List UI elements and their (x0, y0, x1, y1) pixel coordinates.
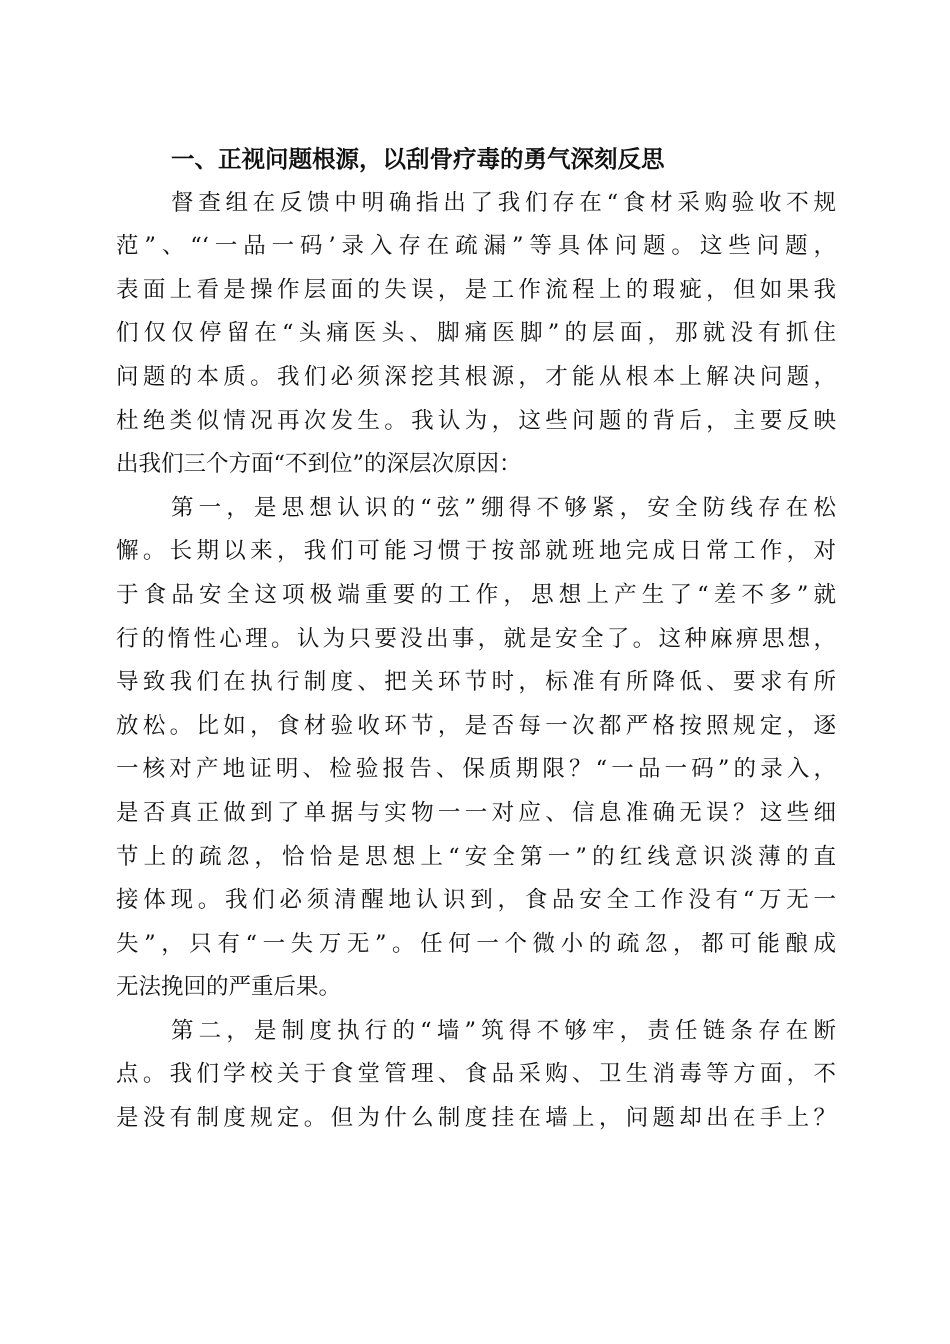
paragraph-line: 问题的本质。我们必须深挖其根源，才能从根本上解决问题， (116, 363, 836, 390)
paragraph-line: 是否真正做到了单据与实物一一对应、信息准确无误？这些细 (116, 799, 836, 826)
paragraph-line: 失”，只有“一失万无”。任何一个微小的疏忽，都可能酿成 (116, 930, 836, 957)
paragraph-2 (116, 487, 836, 1010)
paragraph-line: 于食品安全这项极端重要的工作，思想上产生了“差不多”就 (116, 581, 836, 608)
paragraph-line: 行的惰性心理。认为只要没出事，就是安全了。这种麻痹思想， (116, 625, 836, 652)
section-heading: 一、正视问题根源，以刮骨疗毒的勇气深刻反思 (171, 145, 665, 173)
paragraph-line: 第二，是制度执行的“墙”筑得不够牢，责任链条存在断 (171, 1017, 836, 1044)
paragraph-line: 是没有制度规定。但为什么制度挂在墙上，问题却出在手上？ (116, 1105, 836, 1132)
paragraph-line: 点。我们学校关于食堂管理、食品采购、卫生消毒等方面，不 (116, 1061, 836, 1088)
paragraph-line: 节上的疏忽，恰恰是思想上“安全第一”的红线意识淡薄的直 (116, 843, 836, 870)
paragraph-line: 表面上看是操作层面的失误，是工作流程上的瑕疵，但如果我 (116, 276, 836, 303)
paragraph-line: 无法挽回的严重后果。 (116, 974, 342, 1001)
paragraph-1 (116, 182, 836, 487)
paragraph-line: 们仅仅停留在“头痛医头、脚痛医脚”的层面，那就没有抓住 (116, 320, 836, 347)
paragraph-line: 懈。长期以来，我们可能习惯于按部就班地完成日常工作，对 (116, 538, 836, 565)
paragraph-line: 接体现。我们必须清醒地认识到，食品安全工作没有“万无一 (116, 887, 836, 914)
document-body (116, 138, 836, 1141)
paragraph-line: 范”、“‘一品一码’录入存在疏漏”等具体问题。这些问题， (116, 233, 836, 260)
paragraph-line: 督查组在反馈中明确指出了我们存在“食材采购验收不规 (171, 189, 836, 216)
paragraph-line: 杜绝类似情况再次发生。我认为，这些问题的背后，主要反映 (116, 407, 836, 434)
paragraph-line: 导致我们在执行制度、把关环节时，标准有所降低、要求有所 (116, 669, 836, 696)
paragraph-line: 出我们三个方面“不到位”的深层次原因： (116, 451, 522, 478)
paragraph-line: 一核对产地证明、检验报告、保质期限？“一品一码”的录入， (116, 756, 836, 783)
paragraph-line: 放松。比如，食材验收环节，是否每一次都严格按照规定，逐 (116, 712, 836, 739)
paragraph-line: 第一，是思想认识的“弦”绷得不够紧，安全防线存在松 (171, 494, 836, 521)
paragraph-3 (116, 1010, 836, 1141)
